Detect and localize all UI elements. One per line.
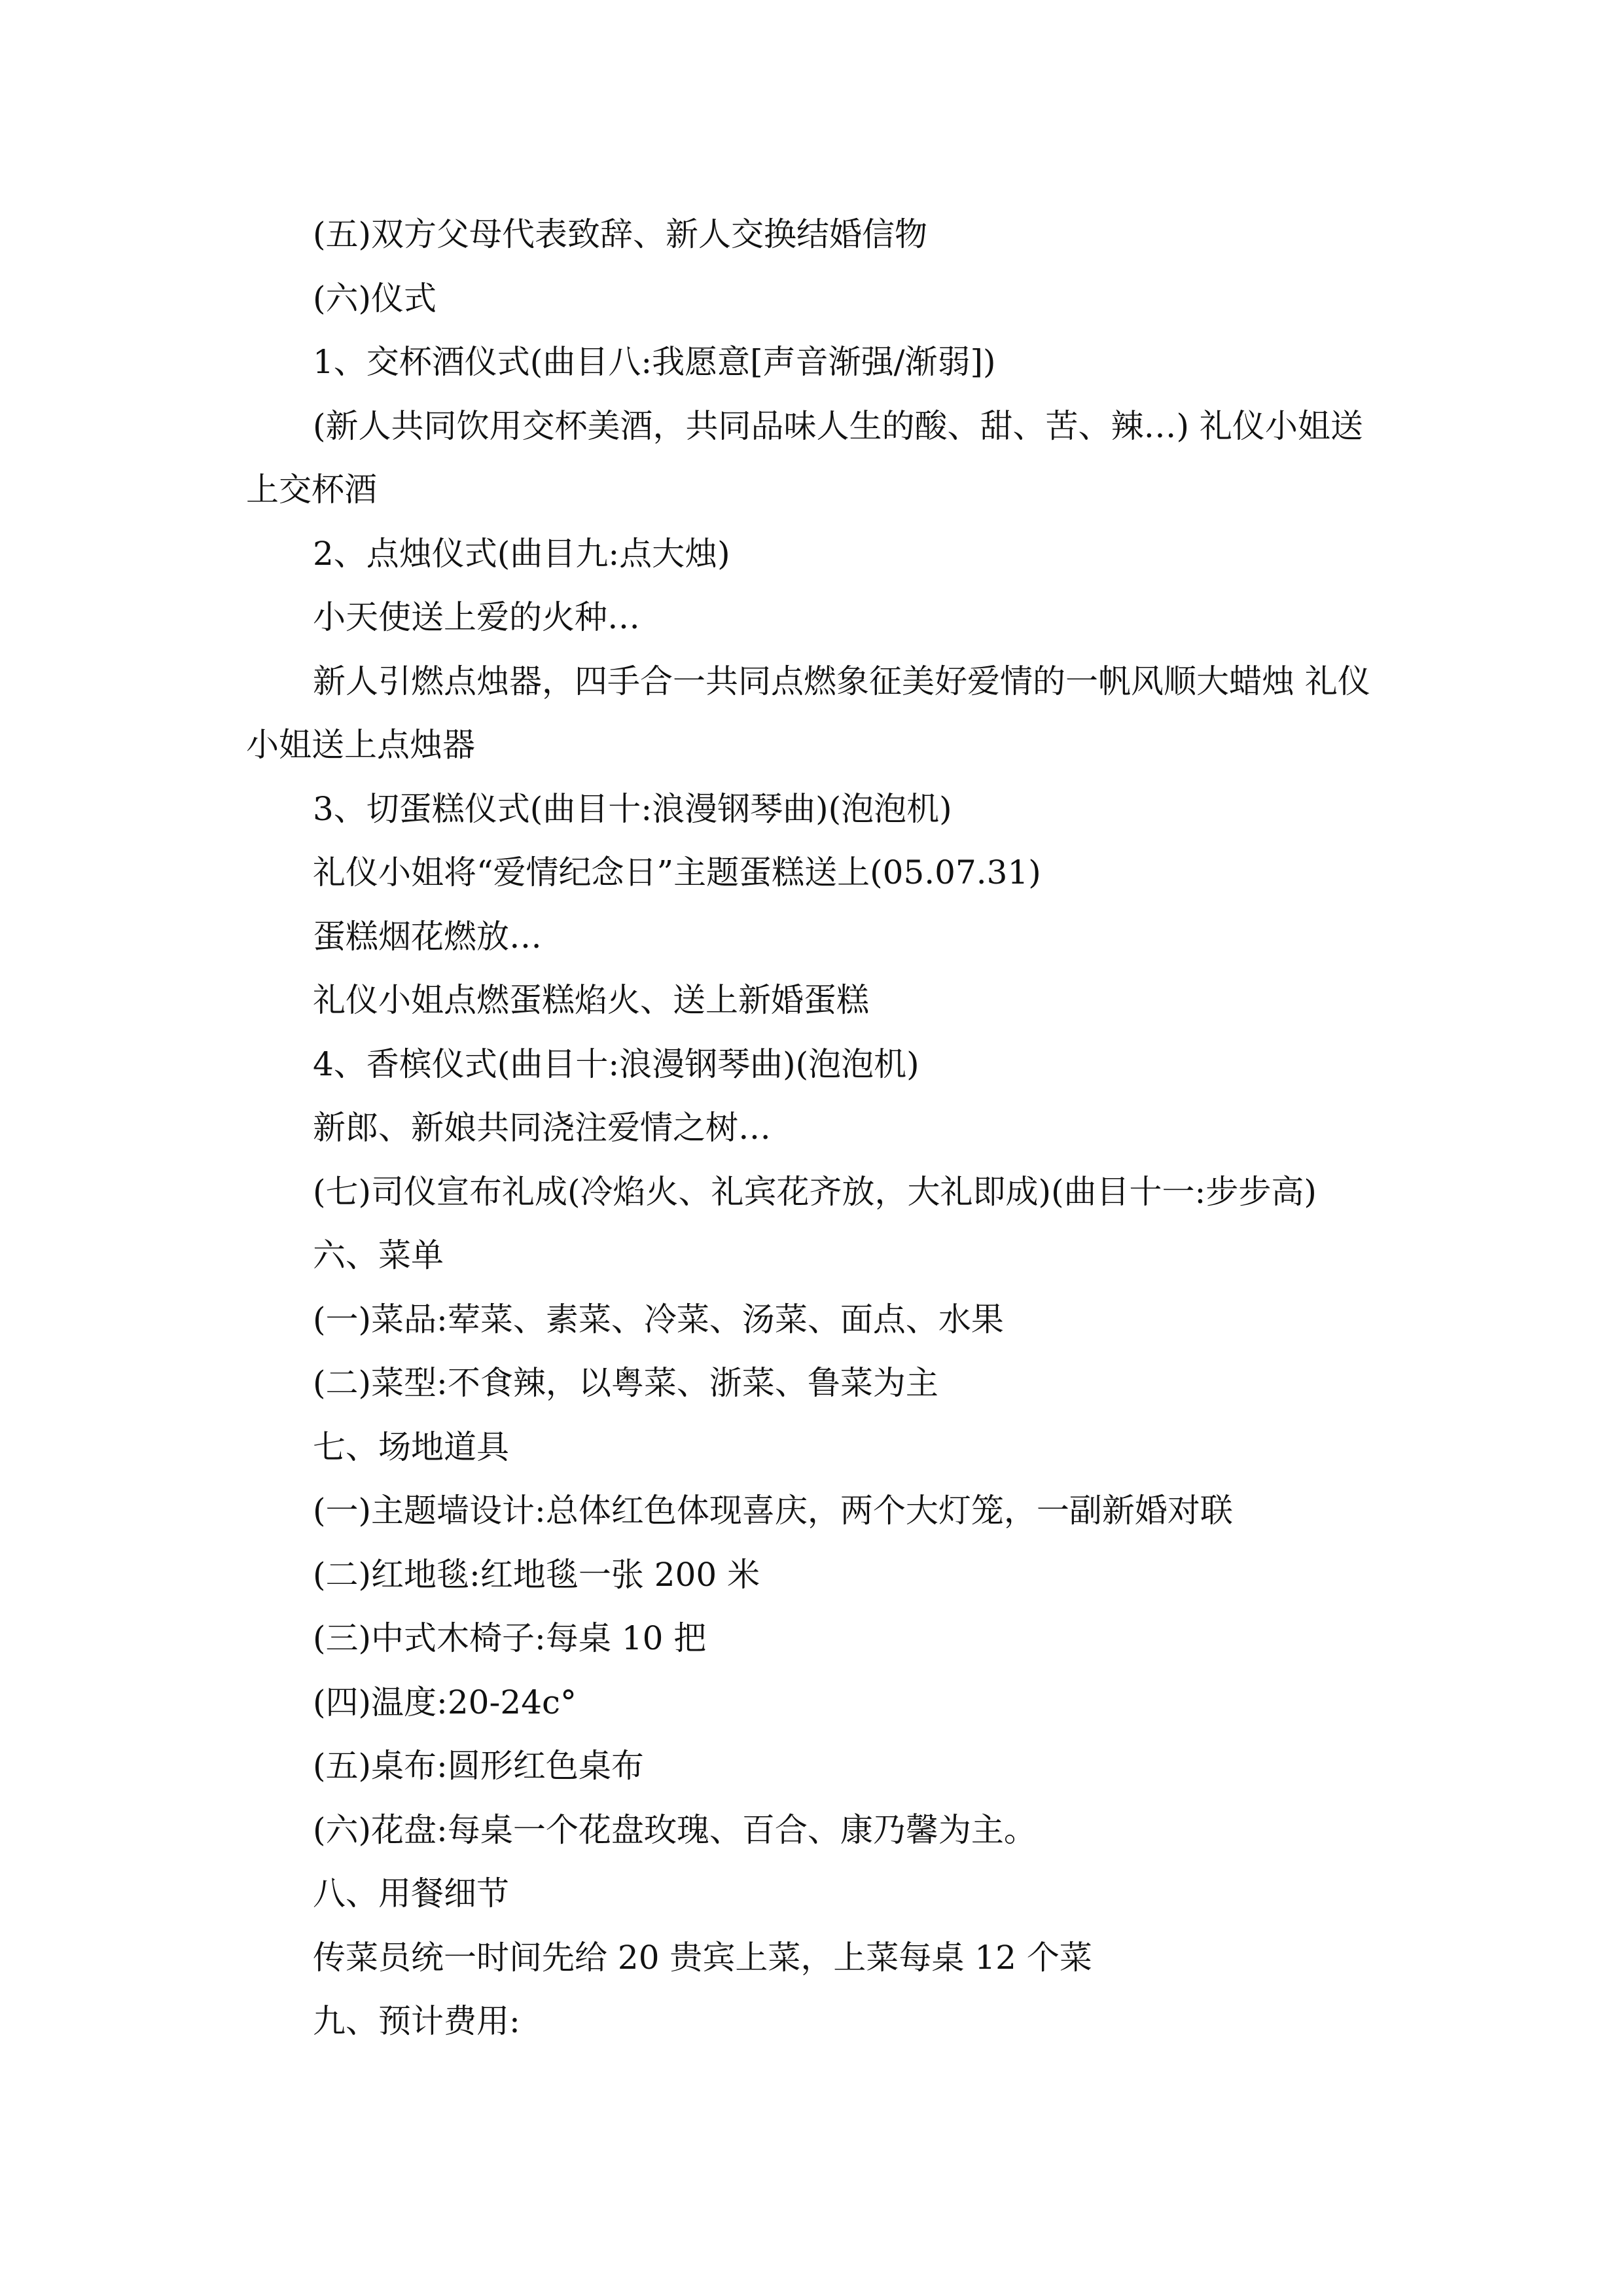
paragraph: 1、交杯酒仪式(曲目八:我愿意[声音渐强/渐弱])	[313, 343, 996, 381]
section-heading: 八、用餐细节	[313, 1874, 509, 1912]
paragraph: 礼仪小姐将“爱情纪念日”主题蛋糕送上(05.07.31)	[313, 853, 1041, 891]
paragraph: (五)双方父母代表致辞、新人交换结婚信物	[313, 215, 928, 253]
section-heading: 七、场地道具	[313, 1427, 509, 1466]
paragraph: 新人引燃点烛器，四手合一共同点燃象征美好爱情的一帆风顺大蜡烛 礼仪小姐送上点烛器	[246, 662, 1370, 764]
paragraph: (七)司仪宣布礼成(冷焰火、礼宾花齐放，大礼即成)(曲目十一:步步高)	[313, 1172, 1317, 1211]
paragraph: (一)菜品:荤菜、素菜、冷菜、汤菜、面点、水果	[313, 1300, 1004, 1338]
paragraph: 4、香槟仪式(曲目十:浪漫钢琴曲)(泡泡机)	[313, 1045, 919, 1083]
paragraph: (三)中式木椅子:每桌 10 把	[313, 1619, 707, 1657]
paragraph: (六)仪式	[313, 279, 437, 317]
paragraph: 传菜员统一时间先给 20 贵宾上菜，上菜每桌 12 个菜	[313, 1938, 1092, 1977]
paragraph: 2、点烛仪式(曲目九:点大烛)	[313, 534, 730, 573]
paragraph: (五)桌布:圆形红色桌布	[313, 1747, 644, 1785]
paragraph: (二)红地毯:红地毯一张 200 米	[313, 1555, 760, 1594]
paragraph: 蛋糕烟花燃放…	[313, 917, 542, 956]
section-heading: 六、菜单	[313, 1236, 444, 1274]
paragraph: (六)花盘:每桌一个花盘玫瑰、百合、康乃馨为主。	[313, 1810, 1037, 1849]
paragraph: 3、切蛋糕仪式(曲目十:浪漫钢琴曲)(泡泡机)	[313, 789, 952, 828]
paragraph: (四)温度:20-24c°	[313, 1683, 577, 1721]
paragraph: (新人共同饮用交杯美酒，共同品味人生的酸、甜、苦、辣…) 礼仪小姐送上交杯酒	[246, 406, 1363, 509]
paragraph: 礼仪小姐点燃蛋糕焰火、送上新婚蛋糕	[313, 981, 869, 1019]
section-heading: 九、预计费用:	[313, 2002, 520, 2040]
paragraph: 新郎、新娘共同浇注爱情之树…	[313, 1109, 771, 1147]
paragraph: 小天使送上爱的火种…	[313, 598, 640, 636]
document-body	[246, 203, 1385, 2054]
paragraph: (二)菜型:不食辣，以粤菜、浙菜、鲁菜为主	[313, 1364, 938, 1402]
paragraph: (一)主题墙设计:总体红色体现喜庆，两个大灯笼，一副新婚对联	[313, 1492, 1233, 1530]
